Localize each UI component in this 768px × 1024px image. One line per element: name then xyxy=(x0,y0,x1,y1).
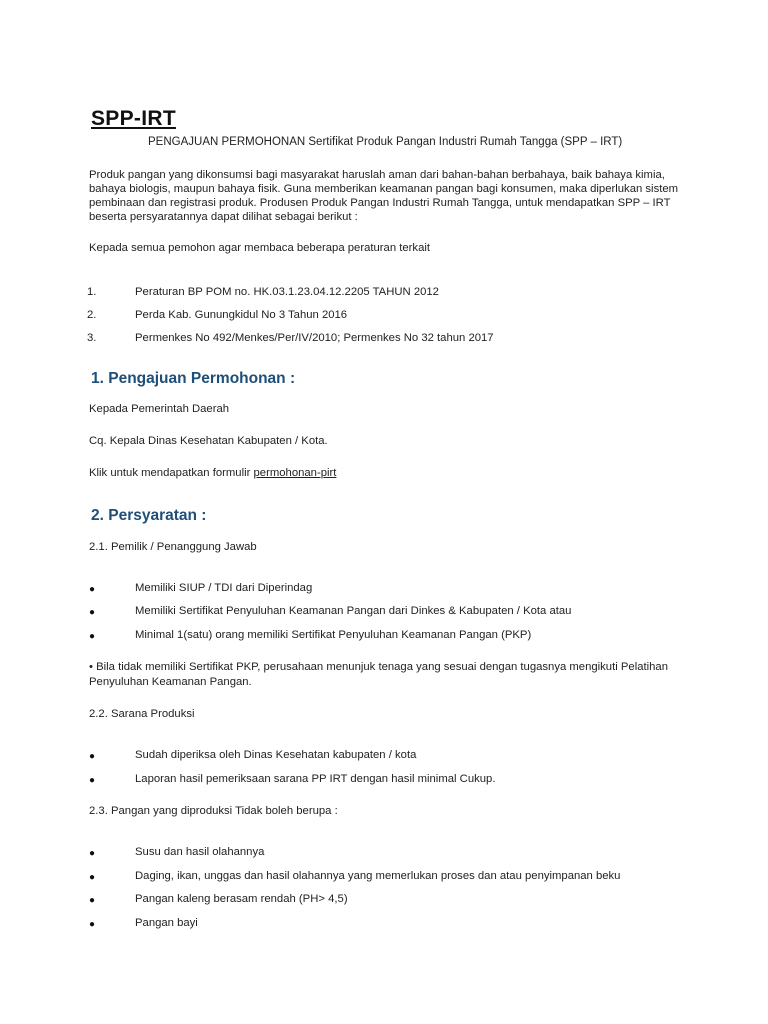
bullet-icon: ● xyxy=(89,751,96,762)
bullet-icon: ● xyxy=(89,607,96,618)
list-item: Pangan kaleng berasam rendah (PH> 4,5) xyxy=(135,893,348,905)
document-title: SPP-IRT xyxy=(91,107,176,130)
bullet-icon: ● xyxy=(89,895,96,906)
pkp-note: • Bila tidak memiliki Sertifikat PKP, perusahaan menunjuk tenaga yang sesuai dengan tugasnya mengikuti Pelatihan Penyuluhan Keamanan Pangan. xyxy=(89,661,668,688)
regulation-number: 1. xyxy=(87,286,97,298)
regulation-item: Permenkes No 492/Menkes/Per/IV/2010; Permenkes No 32 tahun 2017 xyxy=(135,332,494,344)
document-subtitle: PENGAJUAN PERMOHONAN Sertifikat Produk Pangan Industri Rumah Tangga (SPP – IRT) xyxy=(148,136,623,148)
regulation-item: Perda Kab. Gunungkidul No 3 Tahun 2016 xyxy=(135,309,348,321)
regulation-item: Peraturan BP POM no. HK.03.1.23.04.12.2205 TAHUN 2012 xyxy=(135,286,439,298)
list-item: Sudah diperiksa oleh Dinas Kesehatan kabupaten / kota xyxy=(135,749,417,761)
recipient-line: Cq. Kepala Dinas Kesehatan Kabupaten / Kota. xyxy=(89,435,328,447)
list-item: Daging, ikan, unggas dan hasil olahannya yang memerlukan proses dan atau penyimpanan beku xyxy=(135,870,621,882)
section-heading-persyaratan: 2. Persyaratan : xyxy=(91,507,207,524)
bullet-icon: ● xyxy=(89,848,96,859)
form-link[interactable]: permohonan-pirt xyxy=(253,467,337,479)
list-item: Memiliki Sertifikat Penyuluhan Keamanan Pangan dari Dinkes & Kabupaten / Kota atau xyxy=(135,605,572,617)
list-item: Susu dan hasil olahannya xyxy=(135,846,265,858)
recipient-line: Kepada Pemerintah Daerah xyxy=(89,403,230,415)
subsection-heading: 2.1. Pemilik / Penanggung Jawab xyxy=(89,541,257,553)
subsection-heading: 2.2. Sarana Produksi xyxy=(89,708,195,720)
list-item: Pangan bayi xyxy=(135,917,198,929)
bullet-icon: ● xyxy=(89,872,96,883)
bullet-icon: ● xyxy=(89,919,96,930)
intro-paragraph: Produk pangan yang dikonsumsi bagi masyarakat haruslah aman dari bahan-bahan berbahaya, baik bahaya kimia, bahaya biologis, maupun bahaya fisik. Guna memberikan keamanan pangan bagi konsumen, maka diperlukan sistem pembinaan dan registrasi produk. Produsen Produk Pangan Industri Rumah Tangga, untuk mendapatkan SPP – IRT beserta persyaratannya dapat dilihat sebagai berikut : xyxy=(89,169,679,223)
list-item: Minimal 1(satu) orang memiliki Sertifikat Penyuluhan Keamanan Pangan (PKP) xyxy=(135,629,532,641)
subsection-heading: 2.3. Pangan yang diproduksi Tidak boleh berupa : xyxy=(89,805,338,817)
form-link-prefix: Klik untuk mendapatkan formulir xyxy=(89,467,254,479)
regulations-intro: Kepada semua pemohon agar membaca beberapa peraturan terkait xyxy=(89,242,431,254)
bullet-icon: ● xyxy=(89,631,96,642)
form-link-line xyxy=(89,467,336,479)
bullet-icon: ● xyxy=(89,584,96,595)
list-item: Memiliki SIUP / TDI dari Diperindag xyxy=(135,582,313,594)
regulation-number: 3. xyxy=(87,332,97,344)
bullet-icon: ● xyxy=(89,775,96,786)
section-heading-pengajuan: 1. Pengajuan Permohonan : xyxy=(91,370,296,387)
list-item: Laporan hasil pemeriksaan sarana PP IRT dengan hasil minimal Cukup. xyxy=(135,773,496,785)
regulation-number: 2. xyxy=(87,309,97,321)
